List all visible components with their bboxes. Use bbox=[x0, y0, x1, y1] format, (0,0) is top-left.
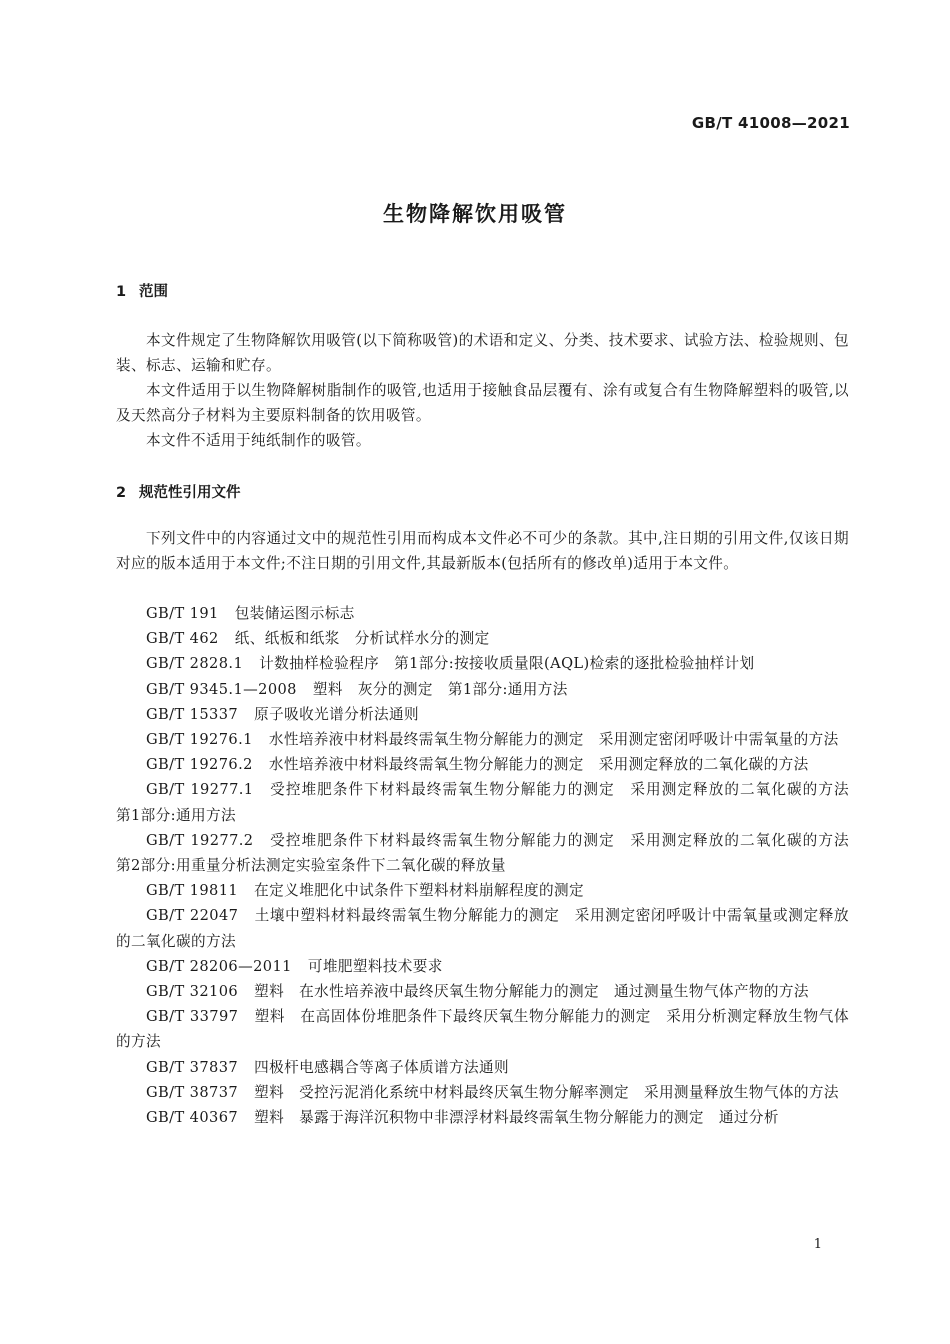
reference-item bbox=[116, 1004, 849, 1054]
reference-code: GB/T 19277.2 bbox=[146, 831, 254, 849]
section-2-title: 规范性引用文件 bbox=[139, 485, 241, 501]
reference-item bbox=[116, 702, 849, 727]
reference-item bbox=[116, 651, 849, 676]
reference-item bbox=[116, 1105, 849, 1130]
reference-title: 原子吸收光谱分析法通则 bbox=[254, 705, 420, 723]
reference-title: 在定义堆肥化中试条件下塑料材料崩解程度的测定 bbox=[254, 882, 584, 900]
reference-title: 纸、纸板和纸浆 分析试样水分的测定 bbox=[234, 630, 490, 648]
reference-code: GB/T 15337 bbox=[146, 705, 239, 723]
reference-code: GB/T 462 bbox=[146, 630, 219, 648]
reference-title: 塑料 在高固体份堆肥条件下最终厌氧生物分解能力的测定 采用分析测定释放生物气体的方法 bbox=[116, 1008, 849, 1051]
reference-title: 塑料 灰分的测定 第1部分:通用方法 bbox=[312, 680, 568, 698]
reference-item bbox=[116, 1080, 849, 1105]
reference-title: 塑料 暴露于海洋沉积物中非漂浮材料最终需氧生物分解能力的测定 通过分析 bbox=[254, 1109, 779, 1127]
reference-item bbox=[116, 727, 849, 752]
reference-code: GB/T 37837 bbox=[146, 1058, 239, 1076]
reference-item bbox=[116, 828, 864, 878]
reference-code: GB/T 19276.1 bbox=[146, 731, 253, 749]
reference-code: GB/T 28206—2011 bbox=[146, 957, 292, 975]
reference-item bbox=[116, 677, 849, 702]
reference-title: 受控堆肥条件下材料最终需氧生物分解能力的测定 采用测定释放的二氧化碳的方法 第2部分:用重量分析法测定实验室条件下二氧化碳的释放量 bbox=[116, 831, 864, 875]
reference-title: 塑料 在水性培养液中最终厌氧生物分解能力的测定 通过测量生物气体产物的方法 bbox=[254, 983, 809, 1001]
reference-code: GB/T 40367 bbox=[146, 1109, 239, 1127]
section-1-number: 1 bbox=[116, 284, 127, 300]
section-2-heading bbox=[116, 481, 241, 502]
reference-item bbox=[116, 954, 849, 979]
reference-title: 水性培养液中材料最终需氧生物分解能力的测定 采用测定密闭呼吸计中需氧量的方法 bbox=[268, 731, 839, 749]
reference-title: 受控堆肥条件下材料最终需氧生物分解能力的测定 采用测定释放的二氧化碳的方法 第1部分:通用方法 bbox=[116, 781, 864, 824]
page-number: 1 bbox=[813, 1237, 822, 1252]
reference-item bbox=[116, 903, 849, 953]
reference-code: GB/T 2828.1 bbox=[146, 655, 244, 673]
section-1-title: 范围 bbox=[139, 284, 168, 300]
reference-title: 塑料 受控污泥消化系统中材料最终厌氧生物分解率测定 采用测量释放生物气体的方法 bbox=[254, 1083, 839, 1101]
section-2-number: 2 bbox=[116, 485, 127, 501]
reference-item bbox=[116, 1055, 849, 1080]
reference-code: GB/T 38737 bbox=[146, 1083, 239, 1101]
reference-code: GB/T 19276.2 bbox=[146, 756, 253, 774]
reference-title: 包装储运图示标志 bbox=[234, 605, 355, 622]
reference-code: GB/T 22047 bbox=[146, 907, 239, 925]
section-1-paragraph: 本文件不适用于纯纸制作的吸管。 bbox=[146, 432, 371, 449]
section-2-intro: 下列文件中的内容通过文中的规范性引用而构成本文件必不可少的条款。其中,注日期的引用文件,仅该日期对应的版本适用于本文件;不注日期的引用文件,其最新版本(包括所有的修改单)适用于本文件。 bbox=[116, 530, 849, 573]
reference-title: 计数抽样检验程序 第1部分:按接收质量限(AQL)检索的逐批检验抽样计划 bbox=[259, 655, 755, 673]
reference-item bbox=[116, 601, 849, 626]
reference-list bbox=[116, 601, 864, 1130]
reference-code: GB/T 32106 bbox=[146, 983, 239, 1001]
reference-code: GB/T 191 bbox=[146, 605, 219, 622]
reference-title: 四极杆电感耦合等离子体质谱方法通则 bbox=[254, 1058, 510, 1076]
reference-item bbox=[116, 979, 849, 1004]
reference-code: GB/T 33797 bbox=[146, 1008, 239, 1026]
reference-item bbox=[116, 777, 864, 827]
reference-code: GB/T 19277.1 bbox=[146, 781, 254, 799]
section-1-paragraph: 本文件规定了生物降解饮用吸管(以下简称吸管)的术语和定义、分类、技术要求、试验方法、检验规则、包装、标志、运输和贮存。 bbox=[116, 332, 849, 375]
reference-item bbox=[116, 626, 849, 651]
reference-code: GB/T 9345.1—2008 bbox=[146, 680, 297, 698]
reference-title: 水性培养液中材料最终需氧生物分解能力的测定 采用测定释放的二氧化碳的方法 bbox=[268, 756, 809, 774]
standard-code: GB/T 41008—2021 bbox=[691, 114, 850, 132]
reference-title: 可堆肥塑料技术要求 bbox=[307, 957, 443, 975]
reference-item bbox=[116, 878, 849, 903]
document-title: 生物降解饮用吸管 bbox=[383, 202, 567, 226]
section-1-heading bbox=[116, 280, 168, 301]
reference-title: 土壤中塑料材料最终需氧生物分解能力的测定 采用测定密闭呼吸计中需氧量或测定释放的二氧化碳的方法 bbox=[116, 907, 849, 950]
reference-code: GB/T 19811 bbox=[146, 882, 239, 900]
reference-item bbox=[116, 752, 849, 777]
section-1-paragraph: 本文件适用于以生物降解树脂制作的吸管,也适用于接触食品层覆有、涂有或复合有生物降解塑料的吸管,以及天然高分子材料为主要原料制备的饮用吸管。 bbox=[116, 382, 849, 425]
